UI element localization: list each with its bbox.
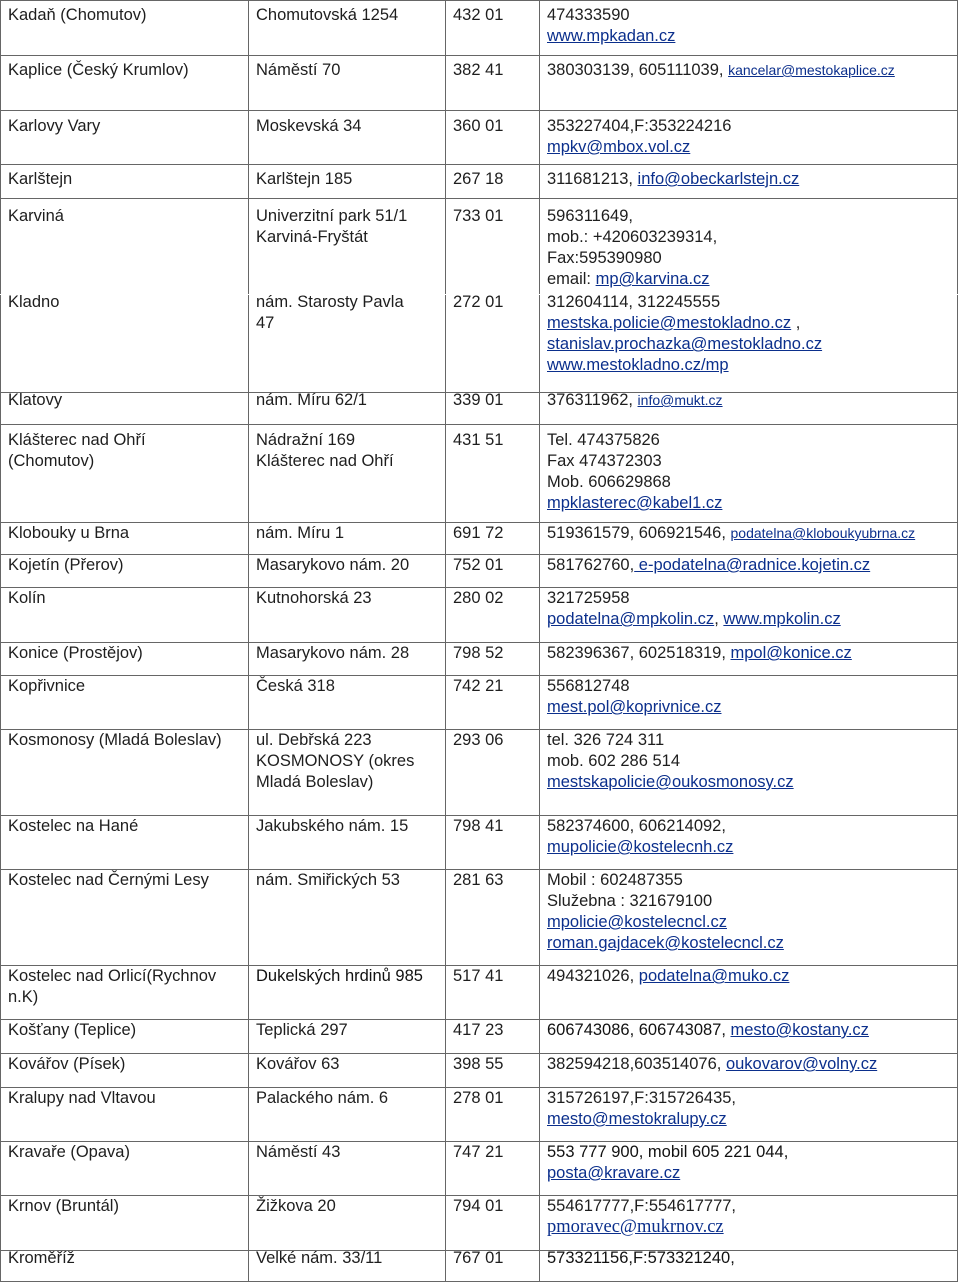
email-link[interactable]: mpolicie@kostelecncl.cz <box>547 913 727 931</box>
address-line: Jakubského nám. 15 <box>256 817 409 835</box>
table-row <box>1 295 958 393</box>
address-line: Náměstí 43 <box>256 1143 341 1161</box>
address-line: 47 <box>256 314 275 332</box>
psc-line: 517 41 <box>453 967 504 985</box>
contact-line <box>547 1163 680 1183</box>
postal-code-cell <box>446 676 540 730</box>
contact-text: 312604114, 312245555 <box>547 293 721 311</box>
contact-text: Mob. 606629868 <box>547 473 671 491</box>
name-line: Kroměříž <box>8 1249 75 1267</box>
name-line: Krnov (Bruntál) <box>8 1197 119 1215</box>
table-row <box>1 425 958 523</box>
contact-line <box>547 390 723 410</box>
postal-code-cell <box>446 425 540 523</box>
postal-code-cell <box>446 1088 540 1142</box>
contact-line <box>547 116 731 136</box>
contact-line <box>547 472 671 492</box>
psc-line: 293 06 <box>453 731 504 749</box>
contact-text: mob. 602 286 514 <box>547 752 681 770</box>
postal-code-cell <box>446 1196 540 1251</box>
name-line: Klášterec nad Ohří <box>8 431 146 449</box>
address-line: Masarykovo nám. 28 <box>256 644 410 662</box>
address-line: Velké nám. 33/11 <box>256 1249 383 1267</box>
postal-code-cell <box>446 816 540 870</box>
address-line: Chomutovská 1254 <box>256 6 399 24</box>
contact-text: 353227404,F:353224216 <box>547 117 732 135</box>
contact-cell <box>540 555 958 588</box>
email-link[interactable]: roman.gajdacek@kostelecncl.cz <box>547 934 784 952</box>
table-row <box>1 588 958 643</box>
address-cell <box>249 295 446 393</box>
postal-code-cell <box>446 165 540 199</box>
email-link[interactable]: e-podatelna@radnice.kojetin.cz <box>634 556 871 574</box>
psc-line: 267 18 <box>453 170 504 188</box>
table-row <box>1 56 958 111</box>
psc-line: 752 01 <box>453 556 504 574</box>
name-line: Košťany (Teplice) <box>8 1021 137 1039</box>
address-line: Žižkova 20 <box>256 1197 336 1215</box>
contact-line <box>547 643 852 663</box>
contact-cell <box>540 56 958 111</box>
address-cell <box>249 393 446 425</box>
contact-text: Fax:595390980 <box>547 249 662 267</box>
contact-cell <box>540 165 958 199</box>
postal-code-cell <box>446 966 540 1020</box>
table-row <box>1 1088 958 1142</box>
email-link[interactable]: mestska.policie@mestokladno.cz <box>547 314 792 332</box>
address-cell <box>249 588 446 643</box>
contact-text: 596311649, <box>547 207 633 225</box>
name-line: Kostelec na Hané <box>8 817 139 835</box>
psc-line: 432 01 <box>453 6 504 24</box>
psc-line: 431 51 <box>453 431 504 449</box>
contact-text: 573321156,F:573321240, <box>547 1249 735 1267</box>
contact-cell <box>540 1088 958 1142</box>
email-link[interactable]: mesto@kostany.cz <box>730 1021 869 1039</box>
contact-line <box>547 451 662 471</box>
postal-code-cell <box>446 730 540 816</box>
address-cell <box>249 1142 446 1196</box>
postal-code-cell <box>446 870 540 966</box>
email-link[interactable]: mpklasterec@kabel1.cz <box>547 494 723 512</box>
name-line: Konice (Prostějov) <box>8 644 143 662</box>
name-line: Kravaře (Opava) <box>8 1143 130 1161</box>
table-row <box>1 816 958 870</box>
address-cell <box>249 523 446 555</box>
email-link[interactable]: mp@karvina.cz <box>595 270 710 288</box>
contact-text: 474333590 <box>547 6 630 24</box>
contact-text: 315726197,F:315726435, <box>547 1089 737 1107</box>
address-line: Kovářov 63 <box>256 1055 340 1073</box>
contact-line <box>547 1217 724 1237</box>
address-cell <box>249 1251 446 1282</box>
contact-line <box>547 493 722 513</box>
contact-line <box>547 355 729 375</box>
name-line: Kovářov (Písek) <box>8 1055 126 1073</box>
contact-cell <box>540 870 958 966</box>
contact-text: 376311962, <box>547 391 638 409</box>
email-link[interactable]: mupolicie@kostelecnh.cz <box>547 838 734 856</box>
name-line: Klobouky u Brna <box>8 524 130 542</box>
address-line: nám. Míru 62/1 <box>256 391 367 409</box>
address-line: nám. Míru 1 <box>256 524 345 542</box>
address-line: Univerzitní park 51/1 <box>256 207 408 225</box>
table-row <box>1 111 958 165</box>
address-line: Karlštejn 185 <box>256 170 353 188</box>
contact-text: 519361579, 606921546, <box>547 524 731 542</box>
directory-body <box>1 1 958 1282</box>
email-link[interactable]: mpol@konice.cz <box>730 644 852 662</box>
psc-line: 798 41 <box>453 817 504 835</box>
contact-cell <box>540 1 958 56</box>
postal-code-cell <box>446 111 540 165</box>
address-line: Kutnohorská 23 <box>256 589 372 607</box>
contact-cell <box>540 816 958 870</box>
contact-line <box>547 248 662 268</box>
postal-code-cell <box>446 393 540 425</box>
address-cell <box>249 199 446 295</box>
website-link[interactable]: www.mestokladno.cz/mp <box>547 356 729 374</box>
contact-cell <box>540 523 958 555</box>
email-link[interactable]: info@obeckarlstejn.cz <box>637 170 800 188</box>
name-line: Kopřivnice <box>8 677 86 695</box>
postal-code-cell <box>446 1020 540 1054</box>
contact-cell <box>540 425 958 523</box>
address-line: ul. Debřská 223 <box>256 731 372 749</box>
contact-text: email: <box>547 270 596 288</box>
city-cell <box>1 870 249 966</box>
name-line: Kladno <box>8 293 60 311</box>
contact-text: , <box>714 610 724 628</box>
email-link[interactable]: podatelna@kloboukyubrna.cz <box>730 525 916 541</box>
city-cell <box>1 1020 249 1054</box>
psc-line: 278 01 <box>453 1089 504 1107</box>
contact-line <box>547 912 727 932</box>
postal-code-cell <box>446 1054 540 1088</box>
email-link[interactable]: stanislav.prochazka@mestokladno.cz <box>547 335 823 353</box>
email-link[interactable]: kancelar@mestokaplice.cz <box>728 62 895 78</box>
contact-line <box>547 837 733 857</box>
contact-text: 380303139, 605111039, <box>547 61 729 79</box>
email-link[interactable]: mesto@mestokralupy.cz <box>547 1110 727 1128</box>
psc-line: 798 52 <box>453 644 504 662</box>
contact-line <box>547 966 789 986</box>
table-row <box>1 1196 958 1251</box>
table-row <box>1 1020 958 1054</box>
address-line: Mladá Boleslav) <box>256 773 374 791</box>
address-line: nám. Smiřických 53 <box>256 871 400 889</box>
psc-line: 742 21 <box>453 677 504 695</box>
address-line: KOSMONOSY (okres <box>256 752 415 770</box>
contact-cell <box>540 676 958 730</box>
email-link[interactable]: mpkv@mbox.vol.cz <box>547 138 691 156</box>
contact-line <box>547 60 895 80</box>
contact-line <box>547 816 726 836</box>
city-cell <box>1 165 249 199</box>
address-line: Masarykovo nám. 20 <box>256 556 410 574</box>
name-line: Kaplice (Český Krumlov) <box>8 61 189 79</box>
address-cell <box>249 730 446 816</box>
postal-code-cell <box>446 643 540 676</box>
contact-text: 553 777 900, mobil 605 221 044, <box>547 1143 789 1161</box>
contact-cell <box>540 1251 958 1282</box>
contact-text: Služebna : 321679100 <box>547 892 713 910</box>
table-row <box>1 643 958 676</box>
table-row <box>1 1054 958 1088</box>
address-line: Palackého nám. 6 <box>256 1089 389 1107</box>
city-cell <box>1 425 249 523</box>
postal-code-cell <box>446 555 540 588</box>
email-link[interactable]: posta@kravare.cz <box>547 1164 681 1182</box>
psc-line: 733 01 <box>453 207 504 225</box>
address-line: Moskevská 34 <box>256 117 362 135</box>
name-line: Karviná <box>8 207 64 225</box>
address-cell <box>249 816 446 870</box>
contact-text: , <box>791 314 801 332</box>
contact-line <box>547 697 721 717</box>
contact-line <box>547 523 915 543</box>
address-cell <box>249 870 446 966</box>
city-cell <box>1 966 249 1020</box>
city-cell <box>1 199 249 295</box>
city-cell <box>1 1251 249 1282</box>
email-link[interactable]: info@mukt.cz <box>637 392 723 408</box>
contact-cell <box>540 295 958 393</box>
contact-line <box>547 292 720 312</box>
contact-line <box>547 588 630 608</box>
contact-cell <box>540 643 958 676</box>
address-cell <box>249 643 446 676</box>
address-cell <box>249 1 446 56</box>
contact-text: 582396367, 602518319, <box>547 644 731 662</box>
postal-code-cell <box>446 1 540 56</box>
postal-code-cell <box>446 1142 540 1196</box>
contact-text: 382594218,603514076, <box>547 1055 726 1073</box>
contact-line <box>547 1088 736 1108</box>
name-line: Klatovy <box>8 391 63 409</box>
address-cell <box>249 1054 446 1088</box>
contact-text: 606743086, 606743087, <box>547 1021 731 1039</box>
table-row <box>1 393 958 425</box>
contact-line <box>547 1248 735 1268</box>
contact-line <box>547 137 690 157</box>
address-cell <box>249 555 446 588</box>
psc-line: 272 01 <box>453 293 504 311</box>
address-cell <box>249 1088 446 1142</box>
contact-line <box>547 676 630 696</box>
city-cell <box>1 555 249 588</box>
contact-line <box>547 430 660 450</box>
psc-line: 360 01 <box>453 117 504 135</box>
city-cell <box>1 1054 249 1088</box>
name-line: n.K) <box>8 988 39 1006</box>
contact-text: Mobil : 602487355 <box>547 871 683 889</box>
name-line: Kadaň (Chomutov) <box>8 6 147 24</box>
address-line: Klášterec nad Ohří <box>256 452 394 470</box>
contact-cell <box>540 1196 958 1251</box>
contact-line <box>547 313 800 333</box>
contact-line <box>547 870 683 890</box>
contact-line <box>547 169 799 189</box>
contact-cell <box>540 1142 958 1196</box>
city-cell <box>1 295 249 393</box>
contact-text: tel. 326 724 311 <box>547 731 665 749</box>
city-cell <box>1 730 249 816</box>
contact-line <box>547 1054 877 1074</box>
address-cell <box>249 1196 446 1251</box>
address-cell <box>249 425 446 523</box>
contact-cell <box>540 730 958 816</box>
email-link[interactable]: pmoravec@mukrnov.cz <box>547 1217 724 1237</box>
contact-line <box>547 1020 869 1040</box>
email-link[interactable]: mestskapolicie@oukosmonosy.cz <box>547 773 794 791</box>
address-cell <box>249 165 446 199</box>
address-line: Nádražní 169 <box>256 431 356 449</box>
address-cell <box>249 111 446 165</box>
contact-line <box>547 227 717 247</box>
contact-text: Fax 474372303 <box>547 452 662 470</box>
contact-cell <box>540 393 958 425</box>
contact-line <box>547 206 633 226</box>
contact-line <box>547 933 784 953</box>
address-line: Česká 318 <box>256 677 335 695</box>
postal-code-cell <box>446 295 540 393</box>
city-cell <box>1 56 249 111</box>
contact-cell <box>540 199 958 295</box>
table-row <box>1 966 958 1020</box>
contact-line <box>547 751 680 771</box>
contact-text: mob.: +420603239314, <box>547 228 718 246</box>
contact-text: 556812748 <box>547 677 630 695</box>
contact-cell <box>540 1020 958 1054</box>
name-line: Kojetín (Přerov) <box>8 556 124 574</box>
psc-line: 417 23 <box>453 1021 504 1039</box>
contact-text: 582374600, 606214092, <box>547 817 726 835</box>
psc-line: 281 63 <box>453 871 504 889</box>
contact-text: 321725958 <box>547 589 630 607</box>
contact-cell <box>540 966 958 1020</box>
contact-line <box>547 5 630 25</box>
table-row <box>1 165 958 199</box>
contact-line <box>547 1196 736 1216</box>
table-row <box>1 1251 958 1282</box>
name-line: Karlovy Vary <box>8 117 101 135</box>
contact-line <box>547 26 675 46</box>
table-row <box>1 1 958 56</box>
city-cell <box>1 816 249 870</box>
email-link[interactable]: oukovarov@volny.cz <box>725 1055 878 1073</box>
city-cell <box>1 676 249 730</box>
contact-text: 554617777,F:554617777, <box>547 1197 737 1215</box>
address-line: nám. Starosty Pavla <box>256 293 404 311</box>
psc-line: 767 01 <box>453 1249 504 1267</box>
table-row <box>1 730 958 816</box>
contact-cell <box>540 1054 958 1088</box>
psc-line: 280 02 <box>453 589 504 607</box>
email-link[interactable]: mest.pol@koprivnice.cz <box>547 698 722 716</box>
contact-line <box>547 1109 727 1129</box>
table-row <box>1 676 958 730</box>
table-row <box>1 199 958 295</box>
table-row <box>1 523 958 555</box>
contact-text: 581762760, <box>547 556 635 574</box>
name-line: Kostelec nad Orlicí(Rychnov <box>8 967 217 985</box>
city-cell <box>1 1 249 56</box>
name-line: Kolín <box>8 589 46 607</box>
contact-line <box>547 269 710 289</box>
city-cell <box>1 523 249 555</box>
contact-line <box>547 730 664 750</box>
contact-line <box>547 891 712 911</box>
psc-line: 398 55 <box>453 1055 504 1073</box>
website-link[interactable]: www.mpkadan.cz <box>547 27 676 45</box>
address-cell <box>249 1020 446 1054</box>
contact-line <box>547 555 870 575</box>
table-row <box>1 870 958 966</box>
name-line: Kralupy nad Vltavou <box>8 1089 156 1107</box>
address-cell <box>249 56 446 111</box>
contact-text: 494321026, <box>547 967 639 985</box>
psc-line: 747 21 <box>453 1143 504 1161</box>
address-cell <box>249 676 446 730</box>
name-line: Karlštejn <box>8 170 73 188</box>
postal-code-cell <box>446 523 540 555</box>
contact-cell <box>540 111 958 165</box>
name-line: (Chomutov) <box>8 452 95 470</box>
address-line: Teplická 297 <box>256 1021 348 1039</box>
email-link[interactable]: podatelna@mpkolin.cz <box>547 610 715 628</box>
psc-line: 382 41 <box>453 61 504 79</box>
postal-code-cell <box>446 199 540 295</box>
postal-code-cell <box>446 588 540 643</box>
postal-code-cell <box>446 56 540 111</box>
table-row <box>1 1142 958 1196</box>
city-cell <box>1 1088 249 1142</box>
email-link[interactable]: podatelna@muko.cz <box>638 967 790 985</box>
name-line: Kostelec nad Černými Lesy <box>8 871 209 889</box>
website-link[interactable]: www.mpkolin.cz <box>723 610 841 628</box>
contact-line <box>547 334 822 354</box>
city-cell <box>1 111 249 165</box>
address-line: Náměstí 70 <box>256 61 341 79</box>
table-row <box>1 555 958 588</box>
address-cell <box>249 966 446 1020</box>
contact-text: 311681213, <box>547 170 638 188</box>
city-cell <box>1 1196 249 1251</box>
contact-line <box>547 609 841 629</box>
postal-code-cell <box>446 1251 540 1282</box>
contact-line <box>547 772 794 792</box>
city-cell <box>1 643 249 676</box>
city-cell <box>1 393 249 425</box>
psc-line: 691 72 <box>453 524 504 542</box>
city-cell <box>1 1142 249 1196</box>
address-line: Dukelských hrdinů 985 <box>256 967 423 985</box>
psc-line: 339 01 <box>453 391 504 409</box>
contact-line <box>547 1142 788 1162</box>
contact-cell <box>540 588 958 643</box>
address-line: Karviná-Fryštát <box>256 228 368 246</box>
psc-line: 794 01 <box>453 1197 504 1215</box>
contact-text: Tel. 474375826 <box>547 431 660 449</box>
city-cell <box>1 588 249 643</box>
name-line: Kosmonosy (Mladá Boleslav) <box>8 731 222 749</box>
